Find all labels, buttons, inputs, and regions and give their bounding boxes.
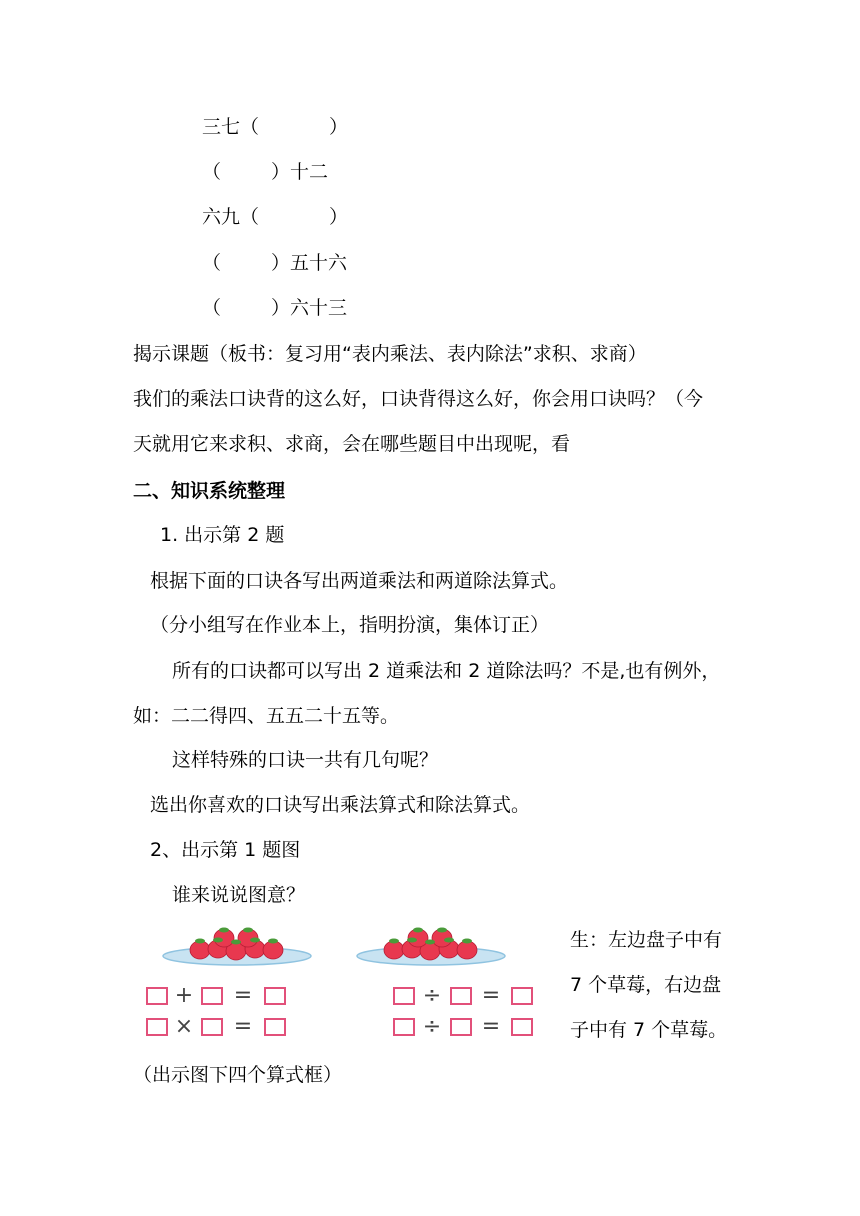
question-a-line-2: 如：二二得四、五五二十五等。 bbox=[133, 705, 400, 727]
right-strawberry-plate bbox=[354, 926, 509, 968]
item-2: 2、出示第 1 题图 bbox=[150, 839, 301, 861]
review-item-1 bbox=[202, 114, 348, 140]
review-item-3-right: ） bbox=[329, 206, 349, 228]
equals-sign: = bbox=[233, 983, 253, 1008]
question-line-1: 我们的乘法口诀背的这么好，口诀背得这么好，你会用口诀吗？（今 bbox=[133, 388, 704, 410]
review-item-5-right: ）六十三 bbox=[271, 297, 348, 319]
right-row2-box-a bbox=[393, 1018, 415, 1036]
student-line-2: 7 个草莓，右边盘 bbox=[570, 974, 722, 996]
right-row1-box-b bbox=[450, 987, 472, 1005]
question-line-2: 天就用它来求积、求商，会在哪些题目中出现呢，看 bbox=[133, 433, 571, 455]
divide-sign: ÷ bbox=[422, 1014, 442, 1039]
question-a-line-1: 所有的口诀都可以写出 2 道乘法和 2 道除法吗？不是,也有例外， bbox=[172, 660, 721, 682]
plus-sign: + bbox=[174, 983, 194, 1008]
equals-sign: = bbox=[481, 983, 501, 1008]
item-1: 1. 出示第 2 题 bbox=[160, 524, 285, 546]
left-row2-box-c bbox=[264, 1018, 286, 1036]
section-heading: 二、知识系统整理 bbox=[133, 480, 286, 502]
show-boxes-note: （出示图下四个算式框） bbox=[133, 1064, 343, 1086]
review-item-4-right: ）五十六 bbox=[271, 252, 348, 274]
review-item-4-left: （ bbox=[202, 252, 222, 274]
left-row1-box-c bbox=[264, 987, 286, 1005]
left-row2-box-a bbox=[146, 1018, 168, 1036]
review-item-3 bbox=[202, 204, 348, 230]
review-item-2-left: （ bbox=[202, 161, 222, 183]
right-row2-box-b bbox=[450, 1018, 472, 1036]
student-line-3: 子中有 7 个草莓。 bbox=[570, 1019, 728, 1041]
topic-line: 揭示课题（板书：复习用“表内乘法、表内除法”求积、求商） bbox=[133, 343, 647, 365]
group-work: （分小组写在作业本上，指明扮演，集体订正） bbox=[150, 614, 550, 636]
times-sign: × bbox=[174, 1014, 194, 1039]
review-item-2-right: ）十二 bbox=[271, 161, 329, 183]
review-item-1-left: 三七（ bbox=[202, 116, 260, 138]
review-item-1-right: ） bbox=[329, 116, 349, 138]
review-item-2 bbox=[202, 159, 328, 185]
choose-instruction: 选出你喜欢的口诀写出乘法算式和除法算式。 bbox=[150, 794, 531, 816]
review-item-4 bbox=[202, 250, 347, 276]
left-row1-box-a bbox=[146, 987, 168, 1005]
equals-sign: = bbox=[481, 1014, 501, 1039]
instruction: 根据下面的口诀各写出两道乘法和两道除法算式。 bbox=[150, 570, 569, 592]
left-row1-box-b bbox=[201, 987, 223, 1005]
right-row1-box-c bbox=[511, 987, 533, 1005]
review-item-5 bbox=[202, 295, 347, 321]
equals-sign: = bbox=[233, 1014, 253, 1039]
special-question: 这样特殊的口诀一共有几句呢？ bbox=[172, 749, 439, 771]
review-item-5-left: （ bbox=[202, 297, 222, 319]
student-line-1: 生：左边盘子中有 bbox=[570, 929, 723, 951]
right-row1-box-a bbox=[393, 987, 415, 1005]
review-item-3-left: 六九（ bbox=[202, 206, 260, 228]
who-explains: 谁来说说图意？ bbox=[172, 884, 306, 906]
left-strawberry-plate bbox=[160, 926, 315, 968]
divide-sign: ÷ bbox=[422, 983, 442, 1008]
left-row2-box-b bbox=[201, 1018, 223, 1036]
right-row2-box-c bbox=[511, 1018, 533, 1036]
